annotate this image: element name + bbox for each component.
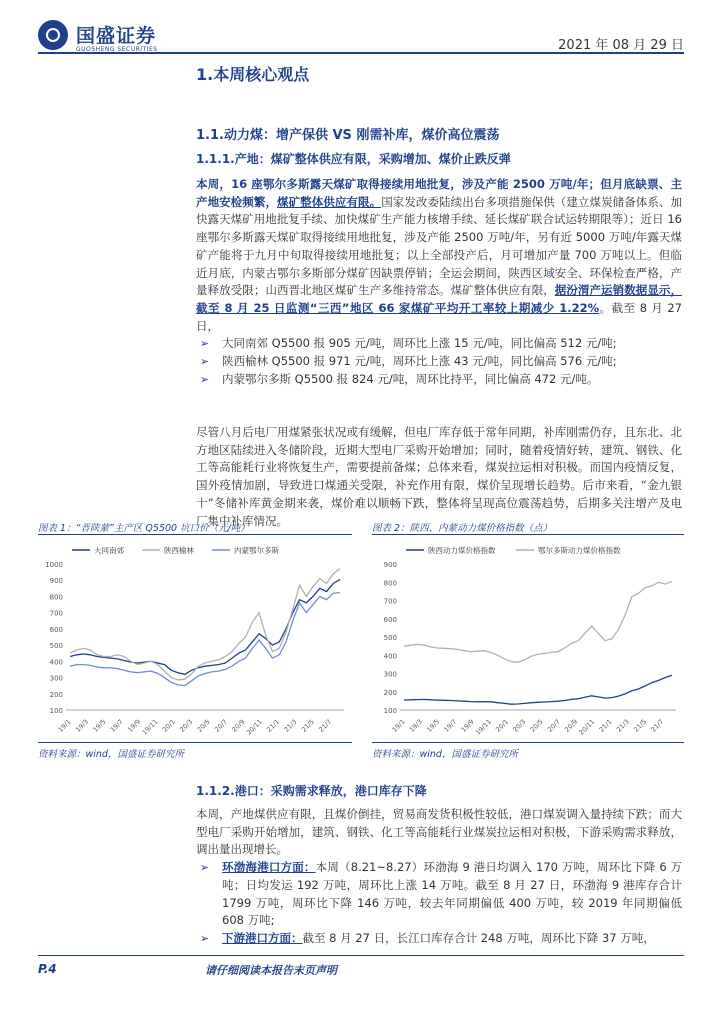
y-tick-label: 600 — [49, 625, 63, 634]
para-tail: 。截至 8 月 27 日， — [196, 300, 682, 333]
legend-label: 鄂尔多斯动力煤价格指数 — [538, 546, 621, 555]
subsection-title: 1.1.动力煤：增产保供 VS 刚需补库，煤价高位震荡 — [196, 128, 500, 143]
x-tick-label: 20/7 — [545, 717, 562, 734]
series-line-2 — [70, 593, 340, 686]
y-tick-label: 400 — [49, 658, 63, 667]
company-logo — [38, 20, 238, 56]
x-tick-label: 20/5 — [195, 717, 212, 734]
x-tick-label: 20/11 — [244, 717, 264, 737]
chart-2 — [372, 538, 684, 738]
series-line-0 — [404, 675, 672, 704]
figure-1-top-rule — [38, 534, 352, 535]
subsubsection-title-origin: 1.1.1.产地：煤矿整体供应有限，采购增加、煤价止跌反弹 — [196, 152, 511, 166]
x-tick-label: 21/1 — [597, 717, 614, 734]
series-line-0 — [70, 579, 340, 674]
paragraph-port: 本周，产地煤供应有限，且煤价倒挂，贸易商发货积极性较低，港口煤炭调入量持续下跌；而大型电厂采购开始增加，建筑、钢铁、化工等高能耗行业煤炭拉运相对积极，下游采购需求释放，调出量出现增长。 ➢ 环渤海港口方面：本周（8.21~8.27）环渤海 9 港日均调入 170 万吨，周环比下降 6 万吨；日均发运 192 万吨，周环比上涨 14 万吨。截至 8 月 27 日，环渤海 9 港库存合计 1799 万吨，周环比下降 146 万吨，较去年同期偏低 400 万吨，较 2019 年同期偏低 608 万吨; ➢ 下游港口方面：截至 8 月 27 日，长江口库存合计 248 万吨，周环比下降 37 万吨， — [196, 806, 682, 948]
x-tick-label: 21/1 — [265, 717, 282, 734]
figure-2-top-rule — [372, 534, 684, 535]
para-body: 国家发改委陆续出台多项措施保供（建立煤炭储备体系、加快露天煤矿用地批复手续、加快煤矿生产能力核增手续、延长煤矿联合试运转期限等）；近日 16 座鄂尔多斯露天煤矿取得接续用地批复，涉及产能 2500 万吨/年，另有近 5000 万吨/年露天煤矿产能将于九月中旬取得接续用地批复；以上全部投产后，月可增加产量 700 万吨以上。但临近月底，内蒙古鄂尔多斯部分煤矿因缺票停销；全运会期间，陕西区域安全、环保检查严格，产量释放受限；山西晋北地区煤矿生产多维持常态。煤矿整体供应有限， — [196, 194, 683, 298]
paragraph-outlook: 尽管八月后电厂用煤紧张状况或有缓解，但电厂库存低于常年同期，补库刚需仍存，且东北、北方地区陆续进入冬储阶段，近期大型电厂采购开始增加；同时，随着疫情好转，建筑、钢铁、化工等高能耗行业将恢复生产，需要提前备煤；总体来看，煤炭拉运相对积极。而国内疫情反复，国外疫情加剧，导致进口煤通关受限，补充作用有限，煤价呈现增长趋势。后市来看，“金九银十”冬储补库黄金期来袭，煤价难以顺畅下跌，整体将呈现高位震荡趋势，后期多关注增产及电厂集中补库情况。 — [196, 425, 682, 528]
list-item: ➢ 大同南郊 Q5500 报 905 元/吨，周环比上涨 15 元/吨，同比偏高 512 元/吨; — [196, 335, 682, 353]
legend-label: 内蒙鄂尔多斯 — [234, 546, 279, 555]
x-tick-label: 20/3 — [511, 717, 528, 734]
x-tick-label: 20/9 — [230, 717, 247, 734]
arrow-bullet-icon: ➢ — [200, 931, 210, 945]
y-tick-label: 900 — [383, 561, 397, 569]
x-tick-label: 19/11 — [140, 717, 160, 737]
x-tick-label: 21/5 — [632, 717, 649, 734]
y-tick-label: 1000 — [45, 561, 63, 569]
figure-2-bottom-rule — [372, 742, 684, 743]
arrow-bullet-icon: ➢ — [200, 355, 210, 369]
y-tick-label: 300 — [49, 674, 63, 683]
list-item: ➢ 陕西榆林 Q5500 报 971 元/吨，周环比上涨 43 元/吨，同比偏高 576 元/吨; — [196, 353, 682, 371]
legend-label: 大同南郊 — [94, 546, 124, 555]
y-tick-label: 100 — [49, 707, 63, 715]
header-divider — [38, 52, 684, 54]
y-tick-label: 200 — [49, 690, 63, 699]
report-date: 2021 年 08 月 29 日 — [558, 38, 684, 53]
y-tick-label: 700 — [49, 609, 63, 618]
y-tick-label: 800 — [383, 579, 397, 588]
disclaimer-note: 请仔细阅读本报告末页声明 — [205, 964, 337, 977]
y-tick-label: 100 — [383, 707, 397, 715]
x-tick-label: 19/7 — [108, 717, 125, 734]
x-tick-label: 19/9 — [459, 717, 476, 734]
x-tick-label: 19/7 — [442, 717, 459, 734]
x-tick-label: 21/5 — [299, 717, 316, 734]
x-tick-label: 20/3 — [178, 717, 195, 734]
list-item: ➢ 下游港口方面：截至 8 月 27 日，长江口库存合计 248 万吨，周环比下降 37 万吨， — [196, 930, 682, 948]
series-line-1 — [70, 569, 340, 680]
y-tick-label: 200 — [383, 688, 397, 697]
x-tick-label: 19/1 — [56, 717, 73, 734]
logo-icon — [38, 20, 68, 50]
chart-1 — [38, 538, 352, 738]
company-name-en: GUOSHENG SECURITIES — [76, 46, 158, 53]
y-tick-label: 500 — [383, 634, 397, 642]
x-tick-label: 20/7 — [213, 717, 230, 734]
section-title: 1.本周核心观点 — [196, 65, 310, 84]
x-tick-label: 19/3 — [407, 717, 424, 734]
x-tick-label: 20/1 — [160, 717, 177, 734]
y-tick-label: 800 — [49, 593, 63, 602]
x-tick-label: 19/9 — [126, 717, 143, 734]
y-tick-label: 900 — [49, 577, 63, 586]
figure-1-source: 资料来源：wind，国盛证券研究所 — [38, 749, 184, 760]
arrow-bullet-icon: ➢ — [200, 861, 210, 875]
x-tick-label: 19/3 — [74, 717, 91, 734]
footer-divider — [38, 955, 684, 956]
figure-1-bottom-rule — [38, 742, 352, 743]
x-tick-label: 20/1 — [494, 717, 511, 734]
y-tick-label: 500 — [49, 642, 63, 651]
company-name: 国盛证券 — [76, 25, 157, 47]
x-tick-label: 21/3 — [282, 717, 299, 734]
list-item: ➢ 环渤海港口方面：本周（8.21~8.27）环渤海 9 港日均调入 170 万吨，周环比下降 6 万吨；日均发运 192 万吨，周环比上涨 14 万吨。截至 8 月 27 日，环渤海 9 港库存合计 1799 万吨，周环比下降 146 万吨，较去年同期偏低 400 万吨，较 2019 年同期偏低 608 万吨; — [200, 860, 682, 928]
para-tail-underline: 据汾渭产运销数据显示，截至 8 月 25 日监测“三西”地区 66 家煤矿平均开工率较上期减少 1.22% — [196, 283, 682, 315]
x-tick-label: 20/5 — [528, 717, 545, 734]
x-tick-label: 21/3 — [614, 717, 631, 734]
series-line-1 — [404, 581, 672, 662]
para-lead-bold: 本周，16 座鄂尔多斯露天煤矿取得接续用地批复，涉及产能 2500 万吨/年；但月底缺票、主产地安检频繁， — [196, 177, 682, 209]
arrow-bullet-icon: ➢ — [200, 337, 210, 351]
list-item: ➢ 内蒙鄂尔多斯 Q5500 报 824 元/吨，周环比持平，同比偏高 472 元/吨。 — [196, 371, 682, 389]
x-tick-label: 19/5 — [425, 717, 442, 734]
y-tick-label: 300 — [383, 670, 397, 679]
figure-2-title: 图表 2：陕西、内蒙动力煤价格指数（点） — [372, 523, 553, 534]
legend-label: 陕西榆林 — [164, 546, 194, 555]
paragraph-origin — [196, 176, 682, 388]
x-tick-label: 19/11 — [473, 717, 493, 737]
legend-label: 陕西动力煤价格指数 — [428, 546, 496, 555]
figure-1-title: 图表 1：“晋陕蒙”主产区 Q5500 坑口价（元/吨） — [38, 523, 250, 534]
y-tick-label: 700 — [383, 597, 397, 606]
x-tick-label: 20/11 — [577, 717, 597, 737]
x-tick-label: 21/7 — [317, 717, 334, 734]
y-tick-label: 600 — [383, 615, 397, 624]
page-number: P.4 — [38, 962, 57, 976]
x-tick-label: 19/5 — [91, 717, 108, 734]
arrow-bullet-icon: ➢ — [200, 372, 210, 386]
x-tick-label: 20/9 — [563, 717, 580, 734]
y-tick-label: 400 — [383, 652, 397, 661]
subsubsection-title-port: 1.1.2.港口：采购需求释放，港口库存下降 — [196, 784, 427, 798]
x-tick-label: 19/1 — [390, 717, 407, 734]
para-lead-underline: 煤矿整体供应有限。 — [277, 194, 382, 209]
x-tick-label: 21/7 — [649, 717, 666, 734]
figure-2-source: 资料来源：wind，国盛证券研究所 — [372, 749, 518, 760]
